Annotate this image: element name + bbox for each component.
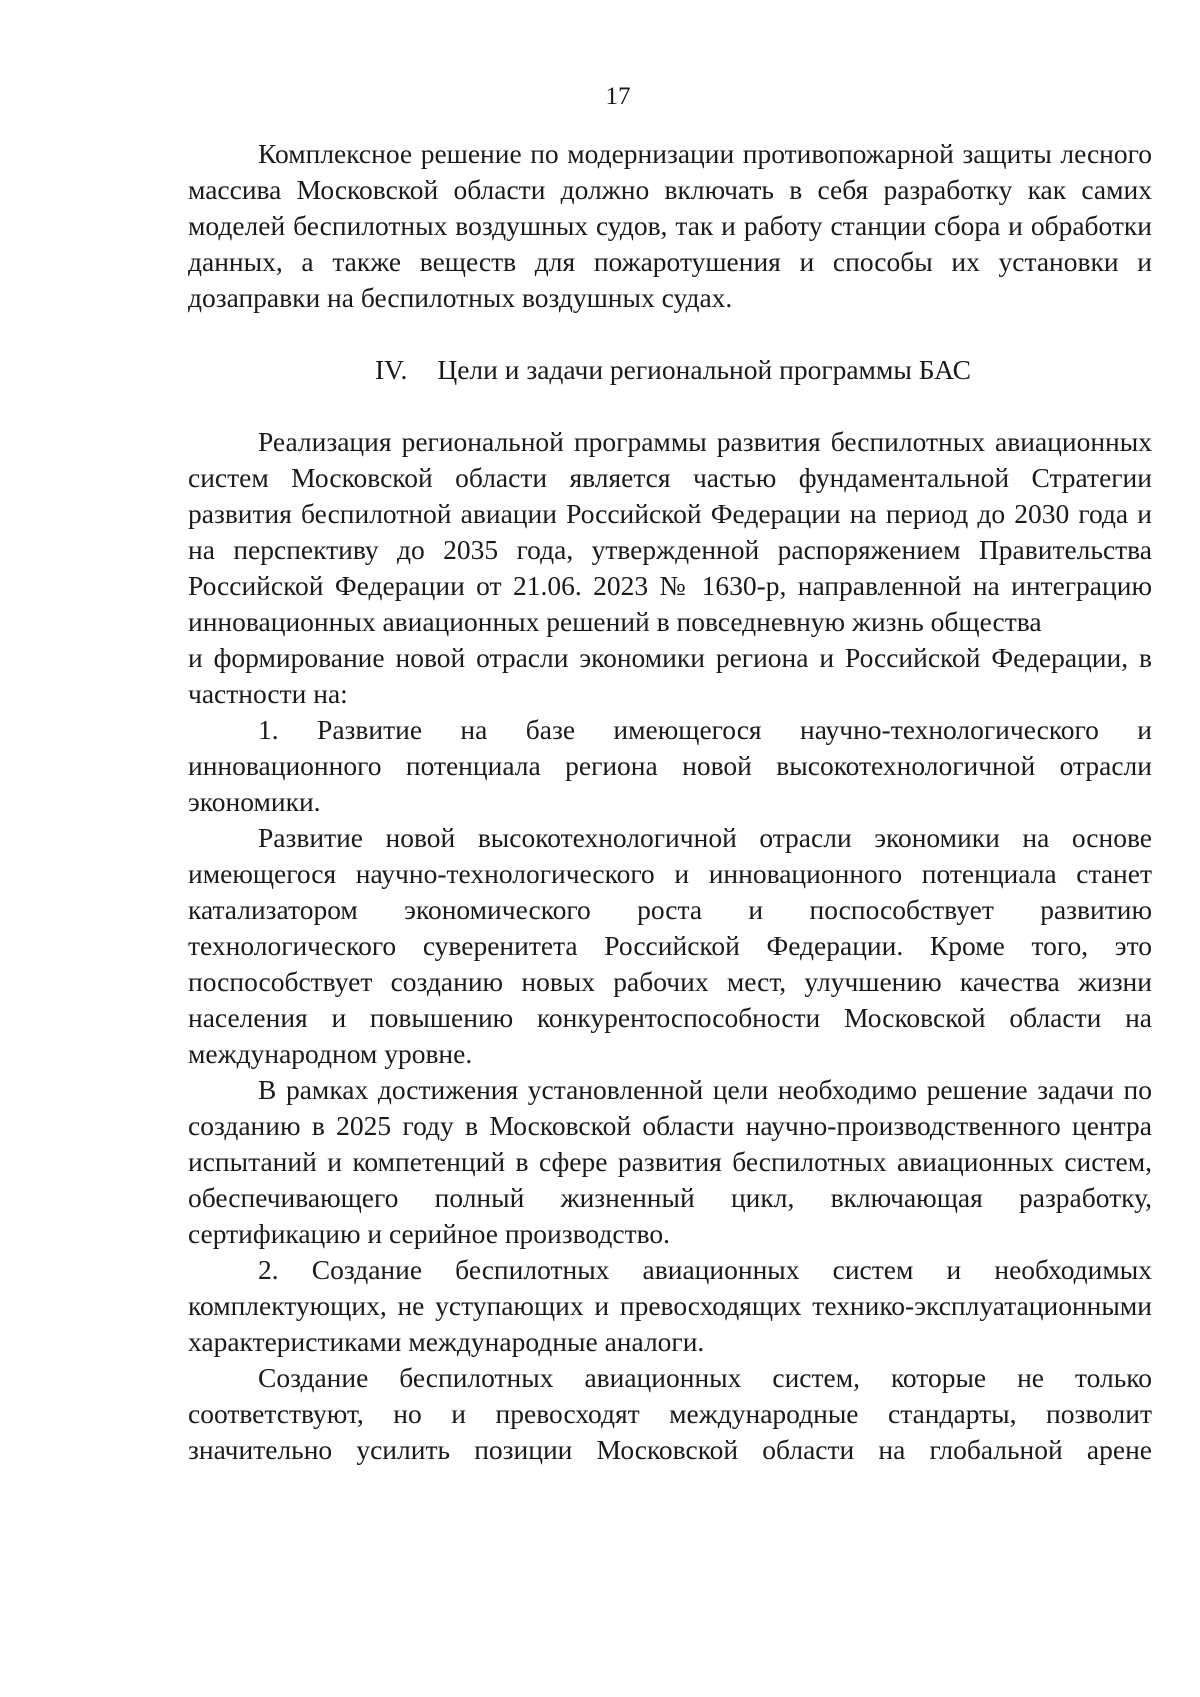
- paragraph-new-industry: и формирование новой отрасли экономики региона и Российской Федерации, в частности на:: [188, 642, 1152, 709]
- section-number: IV.: [375, 354, 408, 385]
- paragraph-international-standards: Создание беспилотных авиационных систем, которые не только соответствуют, но и превосходят международные стандарты, позволит значительно усилить позиции Московской области на глобальной арене: [188, 1362, 1152, 1465]
- list-item-development: 1. Развитие на базе имеющегося научно-технологического и инновационного потенциала региона новой высокотехнологичной отрасли экономики.: [188, 714, 1152, 817]
- paragraph-program-implementation: Реализация региональной программы развития беспилотных авиационных систем Московской области является частью фундаментальной Стратегии развития беспилотной авиации Российской Федерации на период до 2030 года и на перспективу до 2035 года, утвержденной распоряжением Правительства Российской Федерации от 21.06. 2023 № 1630-р, направленной на интеграцию инновационных авиационных решений в повседневную жизнь общества: [188, 426, 1152, 637]
- section-title: Цели и задачи региональной программы БАС: [437, 354, 971, 385]
- paragraph-fire-protection: Комплексное решение по модернизации противопожарной защиты лесного массива Московской области должно включать в себя разработку как самих моделей беспилотных воздушных судов, так и работу станции сбора и обработки данных, а также веществ для пожаротушения и способы их установки и дозаправки на беспилотных воздушных судах.: [188, 138, 1152, 313]
- page-number: 17: [605, 83, 631, 110]
- paragraph-economic-growth: Развитие новой высокотехнологичной отрасли экономики на основе имеющегося научно-технологического и инновационного потенциала станет катализатором экономического роста и поспособствует развитию технологического суверенитета Российской Федерации. Кроме того, это поспособствует созданию новых рабочих мест, улучшению качества жизни населения и повышению конкурентоспособности Московской области на международном уровне.: [188, 822, 1152, 1069]
- paragraph-research-center: В рамках достижения установленной цели необходимо решение задачи по созданию в 2025 году в Московской области научно-производственного центра испытаний и компетенций в сфере развития беспилотных авиационных систем, обеспечивающего полный жизненный цикл, включающая разработку, сертификацию и серийное производство.: [188, 1074, 1152, 1249]
- document-body: [188, 136, 1152, 1468]
- section-heading: [188, 352, 1152, 388]
- list-item-creation: 2. Создание беспилотных авиационных систем и необходимых комплектующих, не уступающих и превосходящих технико-эксплуатационными характеристиками международные аналоги.: [188, 1254, 1152, 1357]
